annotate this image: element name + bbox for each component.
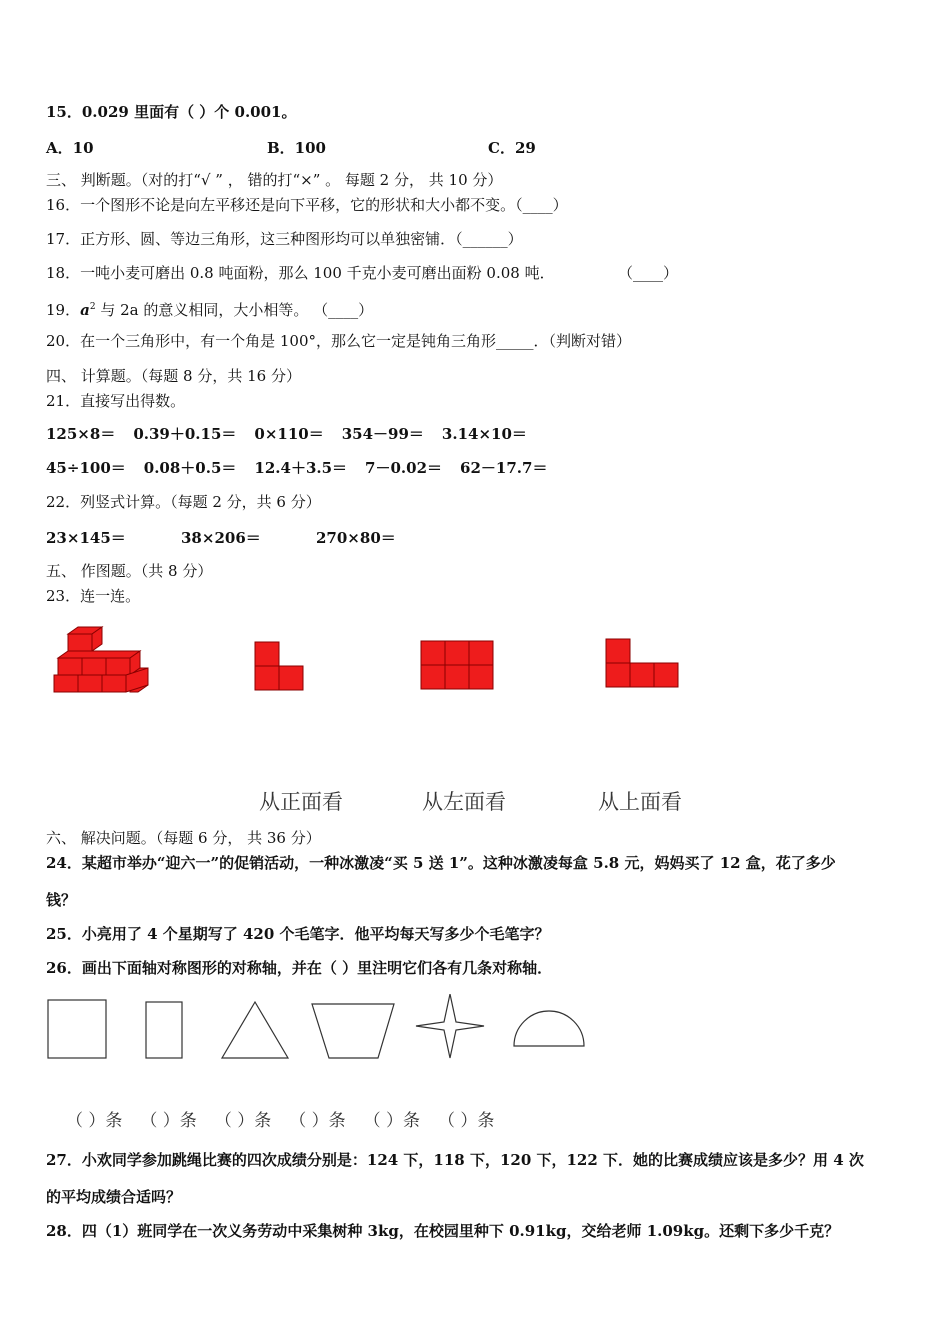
question-15: 15．0.029 里面有（ ）个 0.001。	[46, 103, 297, 121]
q19-exponent: 2	[89, 302, 96, 312]
question-26: 26．画出下面轴对称图形的对称轴，并在（ ）里注明它们各有几条对称轴．	[46, 959, 553, 977]
question-25: 25．小亮用了 4 个星期写了 420 个毛笔字．他平均每天写多少个毛笔字？	[46, 925, 550, 943]
section-4-heading: 四、 计算题。（每题 8 分，共 16 分）	[46, 367, 301, 385]
option-b: B．100	[267, 139, 326, 157]
question-18: 18．一吨小麦可磨出 0.8 吨面粉，那么 100 千克小麦可磨出面粉 0.08 吨．	[46, 264, 555, 282]
cube-stack-figure	[50, 624, 152, 702]
question-17: 17．正方形、圆、等边三角形，这三种图形均可以单独密铺．（______）	[46, 230, 523, 248]
calc-item: 354－99＝	[341, 425, 424, 443]
calc-item: 45÷100＝	[46, 459, 126, 477]
calc-item: 0.08＋0.5＝	[143, 459, 237, 477]
question-19	[46, 297, 373, 320]
axis-blank: （ ）条	[289, 1111, 346, 1131]
question-20: 20．在一个三角形中，有一个角是 100°，那么它一定是钝角三角形_____．（判断对错）	[46, 332, 631, 350]
view-shape-l-wide	[605, 638, 681, 690]
question-21: 21．直接写出得数。	[46, 392, 186, 410]
star-shape	[416, 994, 484, 1058]
question-27-line-2: 的平均成绩合适吗？	[46, 1188, 182, 1206]
label-left-view: 从左面看	[422, 790, 506, 814]
triangle-shape	[222, 1002, 288, 1058]
axis-blank: （ ）条	[363, 1111, 421, 1131]
q19-text: 与 2a 的意义相同，大小相等。 （____）	[95, 301, 374, 319]
trapezoid-shape	[312, 1004, 394, 1058]
vertical-calc-2: 38×206＝	[181, 529, 261, 547]
question-24-line-2: 钱？	[46, 891, 77, 909]
calc-item: 3.14×10＝	[441, 425, 527, 443]
question-23: 23．连一连。	[46, 587, 141, 605]
question-18-blank: （____）	[618, 264, 679, 282]
q19-variable: a	[80, 301, 90, 319]
calc-item: 62－17.7＝	[460, 459, 548, 477]
axis-blank: （ ）条	[214, 1111, 272, 1131]
axis-blank: （ ）条	[140, 1111, 197, 1131]
calc-item: 125×8＝	[46, 425, 116, 443]
calc-item: 12.4＋3.5＝	[254, 459, 348, 477]
semicircle-shape	[514, 1011, 584, 1046]
axis-blank: （ ）条	[66, 1111, 123, 1131]
calc-item: 0.39＋0.15＝	[133, 425, 237, 443]
calc-item: 7－0.02＝	[365, 459, 443, 477]
label-top-view: 从上面看	[598, 790, 682, 814]
question-27-line-1: 27．小欢同学参加跳绳比赛的四次成绩分别是：124 下，118 下，120 下，122 下．她的比赛成绩应该是多少？用 4 次	[46, 1151, 864, 1169]
option-c: C．29	[488, 139, 536, 157]
symmetry-shapes	[44, 994, 594, 1064]
section-3-heading: 三、 判断题。（对的打“√ ” ， 错的打“×” 。 每题 2 分， 共 10 分）	[46, 171, 503, 189]
calc-row-2	[46, 458, 565, 478]
axis-blank: （ ）条	[438, 1111, 495, 1131]
option-a: A．10	[46, 139, 94, 157]
q19-number: 19．	[46, 301, 81, 319]
calc-item: 0×110＝	[254, 425, 324, 443]
view-shape-l-small	[254, 641, 306, 693]
axis-count-blanks	[66, 1106, 512, 1131]
question-22: 22．列竖式计算。（每题 2 分，共 6 分）	[46, 493, 321, 511]
square-shape	[48, 1000, 106, 1058]
question-28: 28．四（1）班同学在一次义务劳动中采集树种 3kg，在校园里种下 0.91kg，交给老师 1.09kg。还剩下多少千克？	[46, 1222, 840, 1240]
question-24-line-1: 24．某超市举办“迎六一”的促销活动，一种冰激凌“买 5 送 1”。这种冰激凌每盒 5.8 元，妈妈买了 12 盒，花了多少	[46, 854, 836, 872]
label-front-view: 从正面看	[259, 790, 343, 814]
calc-row-1	[46, 424, 545, 444]
section-5-heading: 五、 作图题。（共 8 分）	[46, 562, 213, 580]
section-6-heading: 六、 解决问题。（每题 6 分， 共 36 分）	[46, 829, 321, 847]
vertical-calc-1: 23×145＝	[46, 529, 126, 547]
view-shape-rectangle	[420, 640, 496, 692]
question-16: 16．一个图形不论是向左平移还是向下平移，它的形状和大小都不变。（____）	[46, 196, 568, 214]
vertical-calc-3: 270×80＝	[316, 529, 396, 547]
rectangle-shape	[146, 1002, 182, 1058]
